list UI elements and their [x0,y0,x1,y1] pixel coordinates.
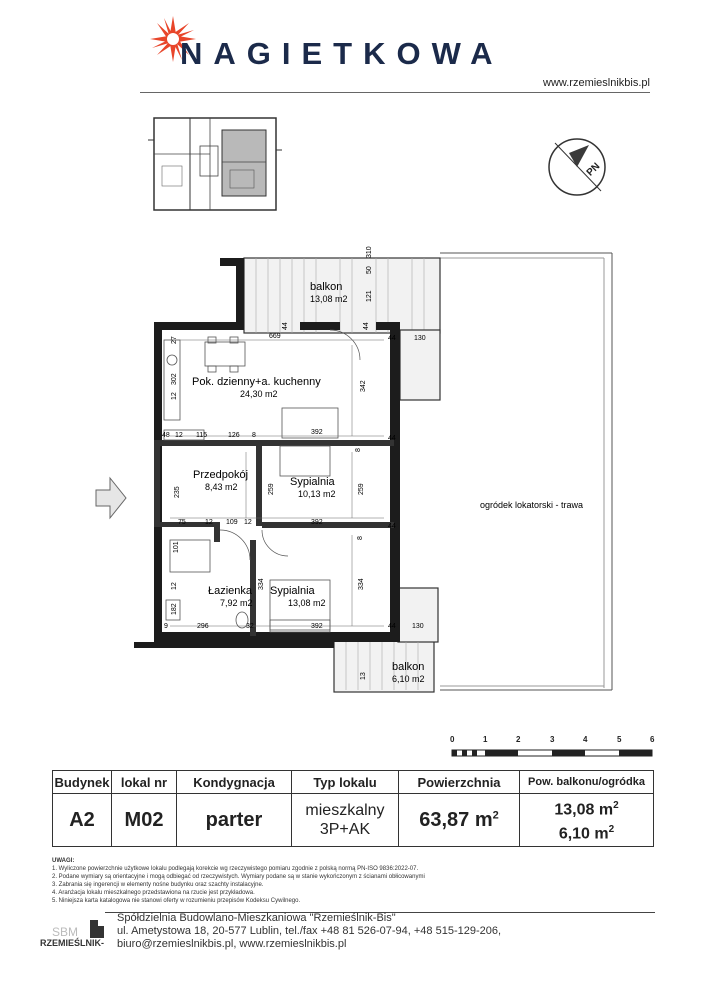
dim-label: 44 [388,523,396,530]
dim-label: 12 [175,432,183,439]
company-address: ul. Ametystowa 18, 20-577 Lublin, tel./fax +48 81 526-07-94, +48 515-129-206, [117,925,502,937]
scale-tick-label: 6 [650,735,655,744]
room-hall-area: 8,43 m2 [205,482,238,492]
dim-label: 8 [355,448,362,452]
value-unit: M02 [112,794,177,847]
company-contact [117,912,501,951]
room-bathroom-name: Łazienka [208,585,253,597]
header-unit: lokal nr [112,771,177,794]
room-bathroom-area: 7,92 m2 [220,598,253,608]
note-item: 3. Zabrania się ingerencji w elementy nośne budynku oraz szachty instalacyjne. [52,882,264,888]
value-balcony-2: 6,10 $m^2$ [558,824,615,843]
dim-label: 130 [414,335,426,342]
note-item: 5. Niniejsza karta katalogowa nie stanowi oferty w rozumieniu przepisów Kodeksu Cywilnego. [52,898,301,904]
dim-label: 8 [357,536,364,540]
dim-label: 302 [171,373,178,385]
room-balkon-lower-name: balkon [392,661,425,673]
value-building: A2 [53,794,112,847]
room-bedroom2-name: Sypialnia [270,585,315,597]
dim-label: 259 [268,483,275,495]
room-living-name: Pok. dzienny+a. kuchenny [192,376,321,388]
value-floor: parter [177,794,292,847]
dim-label: 342 [360,380,367,392]
header-area: Powierzchnia [399,771,520,794]
garden-area [440,253,612,690]
dim-label: 13 [360,672,367,680]
value-balcony [520,794,654,847]
scale-tick-label: 3 [550,735,555,744]
value-type-line2: 3P+AK [319,821,371,838]
dim-label: 130 [412,623,424,630]
header-type: Typ lokalu [292,771,399,794]
header-balcony: Pow. balkonu/ogródka [520,771,654,794]
dim-label: 75 [178,519,186,526]
room-bedroom1-name: Sypialnia [290,476,335,488]
room-balkon-upper-name: balkon [310,281,343,293]
dim-label: 44 [388,623,396,630]
notes-title: UWAGI: [52,858,75,864]
scale-tick-label: 0 [450,735,455,744]
dim-label: 334 [258,578,265,590]
logo-small-text: SBM [52,925,79,939]
header-floor: Kondygnacja [177,771,292,794]
scale-bar [440,732,670,766]
company-name: Spółdzielnia Budowlano-Mieszkaniowa "Rzemieślnik-Bis" [117,912,396,924]
dim-label: 8 [252,432,256,439]
dim-label: 50 [366,266,373,274]
value-type-line1: mieszkalny [305,802,385,819]
dim-label: 182 [171,603,178,615]
dim-label: 44 [282,322,289,330]
note-item: 4. Aranżacja lokalu mieszkalnego przedstawiona na rzucie jest przykładowa. [52,890,255,896]
scale-tick-label: 4 [583,735,588,744]
dim-label: 392 [311,519,323,526]
header-building: Budynek [53,771,112,794]
room-living-area: 24,30 m2 [240,389,278,399]
dim-label: 235 [174,486,181,498]
room-bedroom2-area: 13,08 m2 [288,598,326,608]
dim-label: 9 [164,623,168,630]
note-item: 2. Podane wymiary są orientacyjne i mogą odbiegać od rzeczywistych. Wymiary podane są w stanie wykończonym z ścianami obłicowanymi [52,874,425,880]
dim-label: 126 [228,432,240,439]
dim-label: 27 [171,336,178,344]
compass-label: PN [584,160,603,179]
dim-label: 101 [173,541,180,553]
value-area: 63,87 $m^2$ [399,794,520,847]
entrance-arrow-icon [96,478,126,518]
dim-label: 121 [366,290,373,302]
dim-label: 115 [196,432,208,439]
dim-label: 669 [269,333,281,340]
scale-tick-label: 1 [483,735,488,744]
dim-label: 259 [358,483,365,495]
dim-label: 12 [205,519,213,526]
room-bedroom1-area: 10,13 m2 [298,489,336,499]
dim-label: 44 [388,435,396,442]
dim-label: 334 [358,578,365,590]
dim-label: 392 [311,623,323,630]
dim-label: 310 [366,246,373,258]
dim-label: 109 [226,519,238,526]
dim-label: 392 [311,429,323,436]
garden-label: ogródek lokatorski - trawa [480,500,584,510]
dim-label: 12 [171,392,178,400]
dim-label: 44 [363,322,370,330]
notes [52,857,612,905]
website-url[interactable]: www.rzemieslnikbis.pl [543,77,650,89]
scale-tick-label: 5 [617,735,622,744]
dim-label: 32 [246,623,254,630]
room-balkon-lower-area: 6,10 m2 [392,674,425,684]
dim-label: 44 [388,335,396,342]
value-type [292,794,399,847]
company-logo-icon [52,916,110,940]
scale-tick-label: 2 [516,735,521,744]
room-hall-name: Przedpokój [193,469,249,481]
brand-title: NAGIETKOWA [180,36,504,71]
logo-caption: RZEMIEŚLNIK- [40,938,104,948]
room-balkon-upper-area: 13,08 m2 [310,294,348,304]
unit-info-table [52,770,654,847]
value-balcony-1: 13,08 $m^2$ [554,799,619,818]
dim-label: 296 [197,623,209,630]
note-item: 1. Wyliczone powierzchnie użytkowe lokalu podlegają korekcie wg rzeczywistego pomiaru zgodnie z polską normą PN-ISO 9836:2022-07. [52,866,419,872]
dim-label: 12 [171,582,178,590]
dim-label: 48 [162,432,170,439]
dim-label: 12 [244,519,252,526]
company-email-web[interactable]: biuro@rzemieslnikbis.pl, www.rzemieslnikbis.pl [117,938,347,950]
